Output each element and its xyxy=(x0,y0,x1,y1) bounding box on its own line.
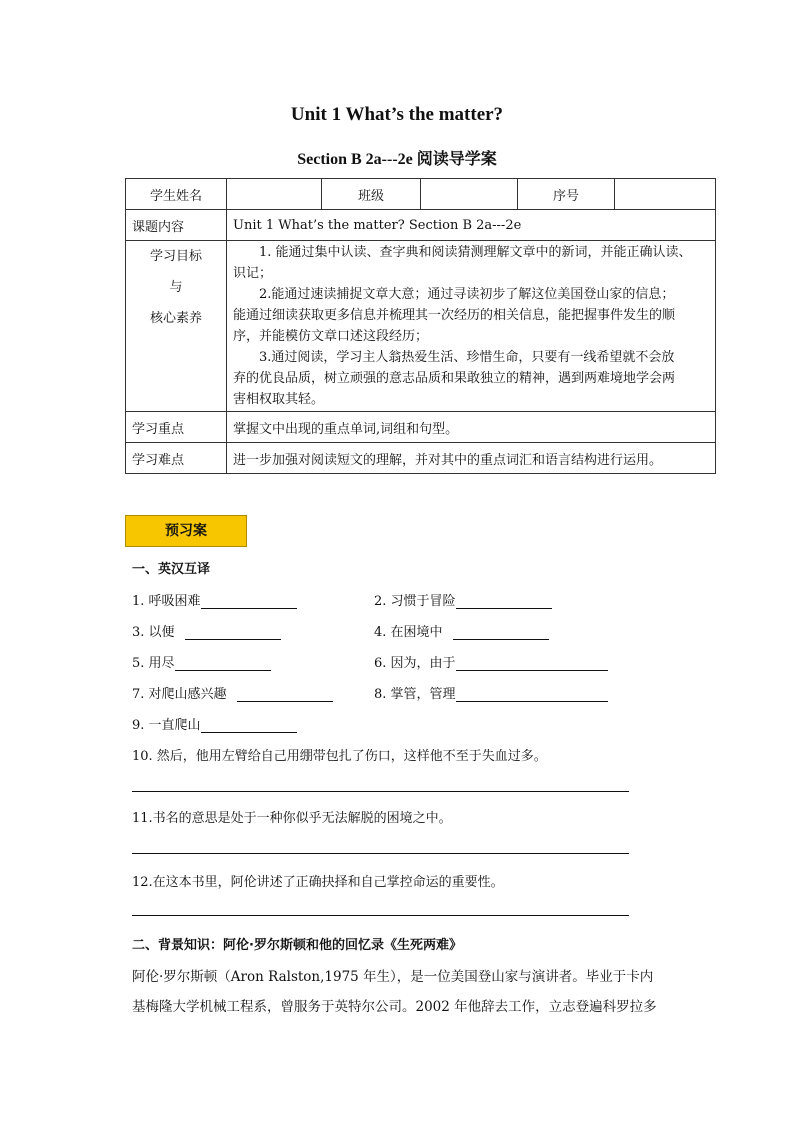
student-name-field[interactable] xyxy=(227,179,322,210)
table-row xyxy=(126,241,716,412)
list-item xyxy=(374,590,552,609)
sentence-prompt: 11.书名的意思是处于一种你似乎无法解脱的困境之中。 xyxy=(132,811,452,826)
class-field[interactable] xyxy=(421,179,518,210)
goals-label-line: 与 xyxy=(169,280,183,295)
section2-heading: 二、背景知识：阿伦·罗尔斯顿和他的回忆录《生死两难》 xyxy=(132,938,462,953)
sentence-prompt: 10. 然后，他用左臂给自己用绷带包扎了伤口，这样他不至于失血过多。 xyxy=(132,749,547,764)
answer-blank[interactable] xyxy=(201,594,297,609)
page-title: Unit 1 What’s the matter? xyxy=(290,104,504,125)
preview-tag: 预习案 xyxy=(125,515,247,547)
list-item xyxy=(374,652,608,671)
difficult-label: 学习难点 xyxy=(126,443,227,474)
list-item xyxy=(132,590,297,609)
goals-content xyxy=(227,241,716,412)
table-row xyxy=(126,179,716,210)
goal-line: 1. 能通过集中认读、查字典和阅读猜测理解文章中的新词，并能正确认读、 xyxy=(259,245,692,260)
item-label: 1. 呼吸困难 xyxy=(132,594,201,609)
item-label: 7. 对爬山感兴趣 xyxy=(132,687,227,702)
topic-value: Unit 1 What’s the matter? Section B 2a---2e xyxy=(227,210,716,241)
page-subtitle: Section B 2a---2e 阅读导学案 xyxy=(297,151,497,168)
answer-blank[interactable] xyxy=(237,687,333,702)
background-paragraph-line: 基梅隆大学机械工程系，曾服务于英特尔公司。2002 年他辞去工作，立志登遍科罗拉多 xyxy=(132,999,657,1015)
goals-label-line: 核心素养 xyxy=(149,311,202,326)
item-label: 3. 以便 xyxy=(132,625,175,640)
sentence-prompt: 12.在这本书里，阿伦讲述了正确抉择和自己掌控命运的重要性。 xyxy=(132,875,504,890)
class-label: 班级 xyxy=(322,179,421,210)
list-item xyxy=(374,683,608,702)
list-item xyxy=(132,652,271,671)
goals-label-line: 学习目标 xyxy=(149,249,202,264)
item-label: 6. 因为，由于 xyxy=(374,656,456,671)
goal-line: 3.通过阅读，学习主人翁热爱生活、珍惜生命，只要有一线希望就不会放 xyxy=(259,350,675,365)
answer-blank[interactable] xyxy=(201,718,297,733)
answer-blank[interactable] xyxy=(185,625,281,640)
topic-label: 课题内容 xyxy=(126,210,227,241)
goal-line: 序，并能模仿文章口述这段经历； xyxy=(233,329,429,344)
goal-line: 识记； xyxy=(233,266,273,281)
list-item xyxy=(132,683,333,702)
info-table xyxy=(125,178,716,474)
table-row xyxy=(126,210,716,241)
goal-line: 2.能通过速读捕捉文章大意；通过寻读初步了解这位美国登山家的信息； xyxy=(259,287,675,302)
item-label: 9. 一直爬山 xyxy=(132,718,201,733)
answer-blank[interactable] xyxy=(456,594,552,609)
section1-heading: 一、英汉互译 xyxy=(132,562,211,577)
background-paragraph-line: 阿伦·罗尔斯顿（Aron Ralston,1975 年生），是一位美国登山家与演讲者。毕业于卡内 xyxy=(132,969,654,985)
list-item xyxy=(374,621,549,640)
answer-blank[interactable] xyxy=(175,656,271,671)
seq-label: 序号 xyxy=(518,179,615,210)
list-item xyxy=(132,714,297,733)
student-name-label: 学生姓名 xyxy=(126,179,227,210)
goal-line: 弃的优良品质，树立顽强的意志品质和果敢独立的精神，遇到两难境地学会两 xyxy=(233,371,676,386)
table-row xyxy=(126,412,716,443)
answer-blank[interactable] xyxy=(456,687,608,702)
key-label: 学习重点 xyxy=(126,412,227,443)
table-row xyxy=(126,443,716,474)
goals-label xyxy=(126,241,227,412)
goal-line: 害相权取其轻。 xyxy=(233,392,325,407)
seq-field[interactable] xyxy=(615,179,716,210)
item-label: 2. 习惯于冒险 xyxy=(374,594,456,609)
difficult-value: 进一步加强对阅读短文的理解，并对其中的重点词汇和语言结构进行运用。 xyxy=(227,443,716,474)
key-value: 掌握文中出现的重点单词,词组和句型。 xyxy=(227,412,716,443)
list-item xyxy=(132,621,281,640)
answer-line[interactable] xyxy=(132,853,629,854)
answer-line[interactable] xyxy=(132,915,629,916)
goal-line: 能通过细读获取更多信息并梳理其一次经历的相关信息，能把握事件发生的顺 xyxy=(233,308,676,323)
item-label: 5. 用尽 xyxy=(132,656,175,671)
item-label: 4. 在困境中 xyxy=(374,625,443,640)
answer-line[interactable] xyxy=(132,791,629,792)
item-label: 8. 掌管，管理 xyxy=(374,687,456,702)
answer-blank[interactable] xyxy=(456,656,608,671)
answer-blank[interactable] xyxy=(453,625,549,640)
